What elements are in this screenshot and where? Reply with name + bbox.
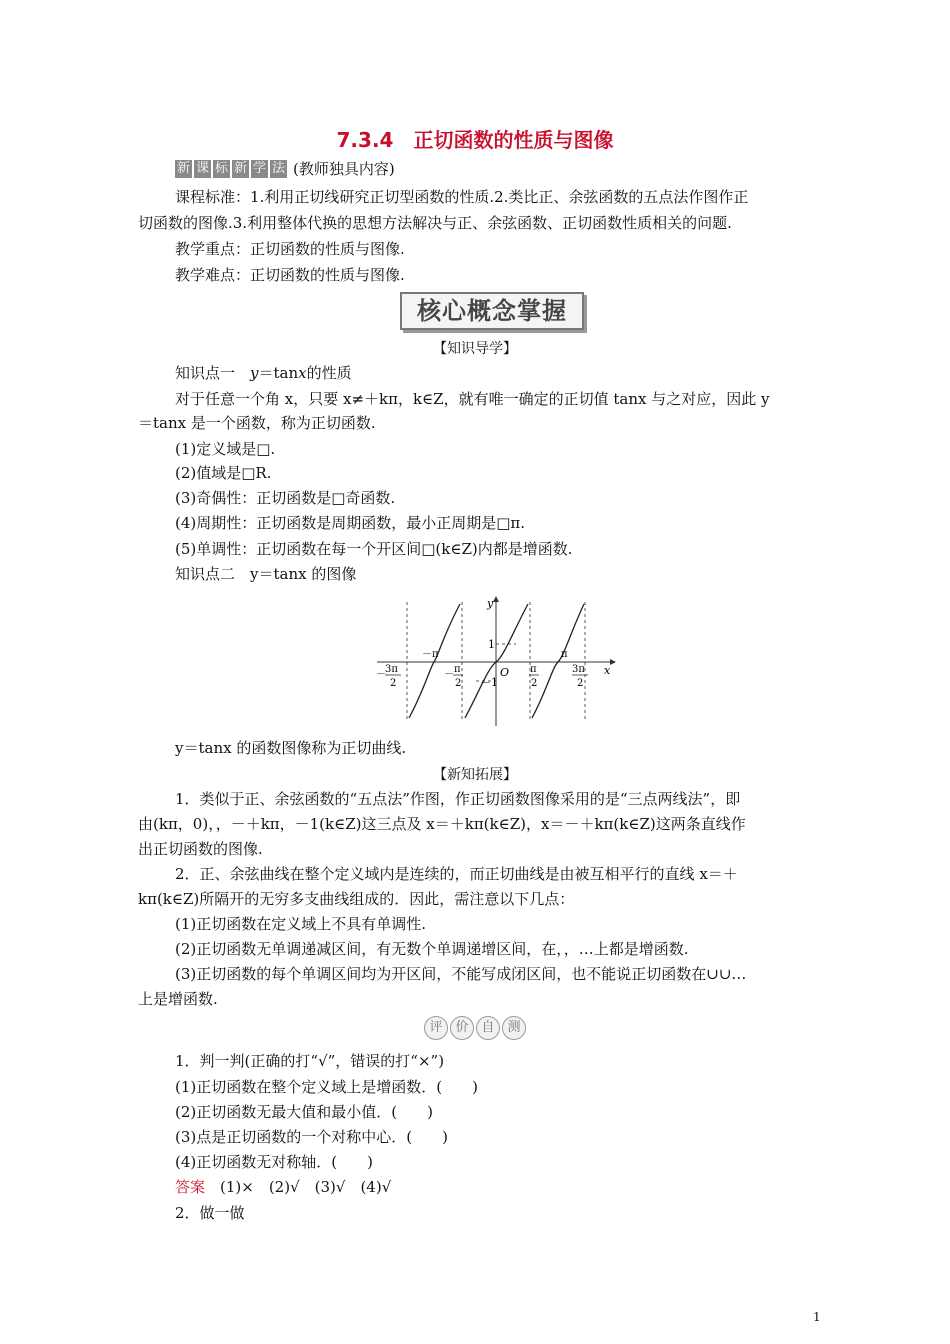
judge-heading: 1．判一判(正确的打“√”，错误的打“×”) <box>175 1052 445 1070</box>
origin-label: O <box>500 666 510 679</box>
teacher-note: (教师独具内容) <box>293 160 395 178</box>
difficult-point: 教学难点：正切函数的性质与图像. <box>175 266 405 284</box>
badge-char: 法 <box>271 160 285 176</box>
x-axis-arrow <box>610 659 616 665</box>
x-axis-label: x <box>604 664 611 677</box>
section-banner: 核心概念掌握 <box>400 292 584 330</box>
badge-char: 标 <box>214 160 228 176</box>
graph-caption: y＝tanx 的函数图像称为正切曲线. <box>175 739 407 757</box>
tick-label: 3π <box>572 664 585 675</box>
badge-char: 课 <box>195 160 209 176</box>
expand-item: (1)正切函数在定义域上不具有单调性. <box>175 915 427 933</box>
answer-text: (1)× (2)√ (3)√ (4)√ <box>205 1178 392 1196</box>
kp-func: y <box>250 364 259 382</box>
knowledge-point-1 <box>175 362 812 384</box>
expand-paragraph: 出正切函数的图像. <box>138 840 263 858</box>
tick-label: －1 <box>480 676 498 689</box>
expand-paragraph: 由(kπ，0)，，－＋kπ，－1(k∈Z)这三点及 x＝＋kπ(k∈Z)，x＝－＋kπ(k∈Z)这两条直线作 <box>138 815 746 833</box>
property-item: (5)单调性：正切函数在每一个开区间□(k∈Z)内都是增函数. <box>175 540 573 558</box>
intro-line: 对于任意一个角 x，只要 x≠＋kπ，k∈Z，就有唯一确定的正切值 tanx 与之对应，因此 y <box>175 390 770 408</box>
curriculum-line: 课程标准：1.利用正切线研究正切型函数的性质.2.类比正、余弦函数的五点法作图作正 <box>175 188 749 206</box>
tick-label: 2 <box>531 678 538 689</box>
seal-char: 评 <box>424 1016 448 1040</box>
kp-var: x <box>298 364 307 382</box>
y-axis-arrow <box>493 596 499 602</box>
tick-label: π <box>561 649 568 660</box>
judge-item: (1)正切函数在整个定义域上是增函数．( ) <box>175 1078 478 1096</box>
intro-line: ＝tanx 是一个函数，称为正切函数. <box>138 414 376 432</box>
key-point: 教学重点：正切函数的性质与图像. <box>175 240 405 258</box>
kp-rest: ＝tan <box>258 364 299 382</box>
expand-item: (3)正切函数的每个单调区间均为开区间，不能写成闭区间，也不能说正切函数在∪∪… <box>175 965 747 983</box>
expand-item: (2)正切函数无单调递减区间，有无数个单调递增区间，在，，…上都是增函数. <box>175 940 689 958</box>
y-axis-label: y <box>487 597 494 610</box>
tangent-branch <box>409 604 460 718</box>
badge-char: 新 <box>233 160 247 176</box>
tick-label: －π <box>422 649 439 660</box>
seal-char: 测 <box>502 1016 526 1040</box>
badge-char: 学 <box>252 160 266 176</box>
judge-item: (4)正切函数无对称轴．( ) <box>175 1153 373 1171</box>
curriculum-line: 切函数的图像.3.利用整体代换的思想方法解决与正、余弦函数、正切函数性质相关的问题. <box>138 214 732 232</box>
tick-label: 1 <box>488 638 495 651</box>
property-item: (3)奇偶性：正切函数是□奇函数. <box>175 489 396 507</box>
answer-line <box>175 1176 812 1198</box>
tick-label: π <box>530 664 537 675</box>
section-heading: 【新知拓展】 <box>433 767 517 783</box>
expand-paragraph: kπ(k∈Z)所隔开的无穷多支曲线组成的．因此，需注意以下几点： <box>138 890 575 908</box>
judge-item: (3)点是正切函数的一个对称中心．( ) <box>175 1128 448 1146</box>
judge-item: (2)正切函数无最大值和最小值．( ) <box>175 1103 433 1121</box>
tick-label: － <box>376 669 386 680</box>
property-item: (4)周期性：正切函数是周期函数，最小正周期是□π. <box>175 514 526 532</box>
seal-char: 价 <box>450 1016 474 1040</box>
tick-label: 2 <box>390 678 397 689</box>
section-heading: 【知识导学】 <box>433 341 517 357</box>
expand-paragraph: 1．类似于正、余弦函数的“五点法”作图，作正切函数图像采用的是“三点两线法”，即 <box>175 790 741 808</box>
badge-row <box>175 158 395 179</box>
do-it-heading: 2．做一做 <box>175 1204 245 1222</box>
expand-paragraph: 2．正、余弦曲线在整个定义域内是连续的，而正切曲线是由被互相平行的直线 x＝＋ <box>175 865 738 883</box>
page-number: 1 <box>813 1310 821 1324</box>
seal-char: 自 <box>476 1016 500 1040</box>
answer-label: 答案 <box>175 1178 206 1196</box>
tick-label: π <box>454 664 461 675</box>
knowledge-point-2: 知识点二 y＝tanx 的图像 <box>175 565 357 583</box>
tangent-branch <box>532 604 584 718</box>
tick-label: 2 <box>455 678 462 689</box>
self-test-seal <box>0 1016 950 1040</box>
property-item: (1)定义域是□. <box>175 440 276 458</box>
kp-tail: 的性质 <box>306 364 352 382</box>
tick-label: 3π <box>385 664 398 675</box>
badge-char: 新 <box>176 160 190 176</box>
tangent-graph <box>372 594 622 730</box>
tick-label: 2 <box>577 678 584 689</box>
page-title: 7.3.4 正切函数的性质与图像 <box>336 128 614 152</box>
kp-label: 知识点一 <box>175 364 251 382</box>
tick-label: － <box>444 669 454 680</box>
expand-item: 上是增函数. <box>138 990 218 1008</box>
property-item: (2)值域是□R. <box>175 464 272 482</box>
